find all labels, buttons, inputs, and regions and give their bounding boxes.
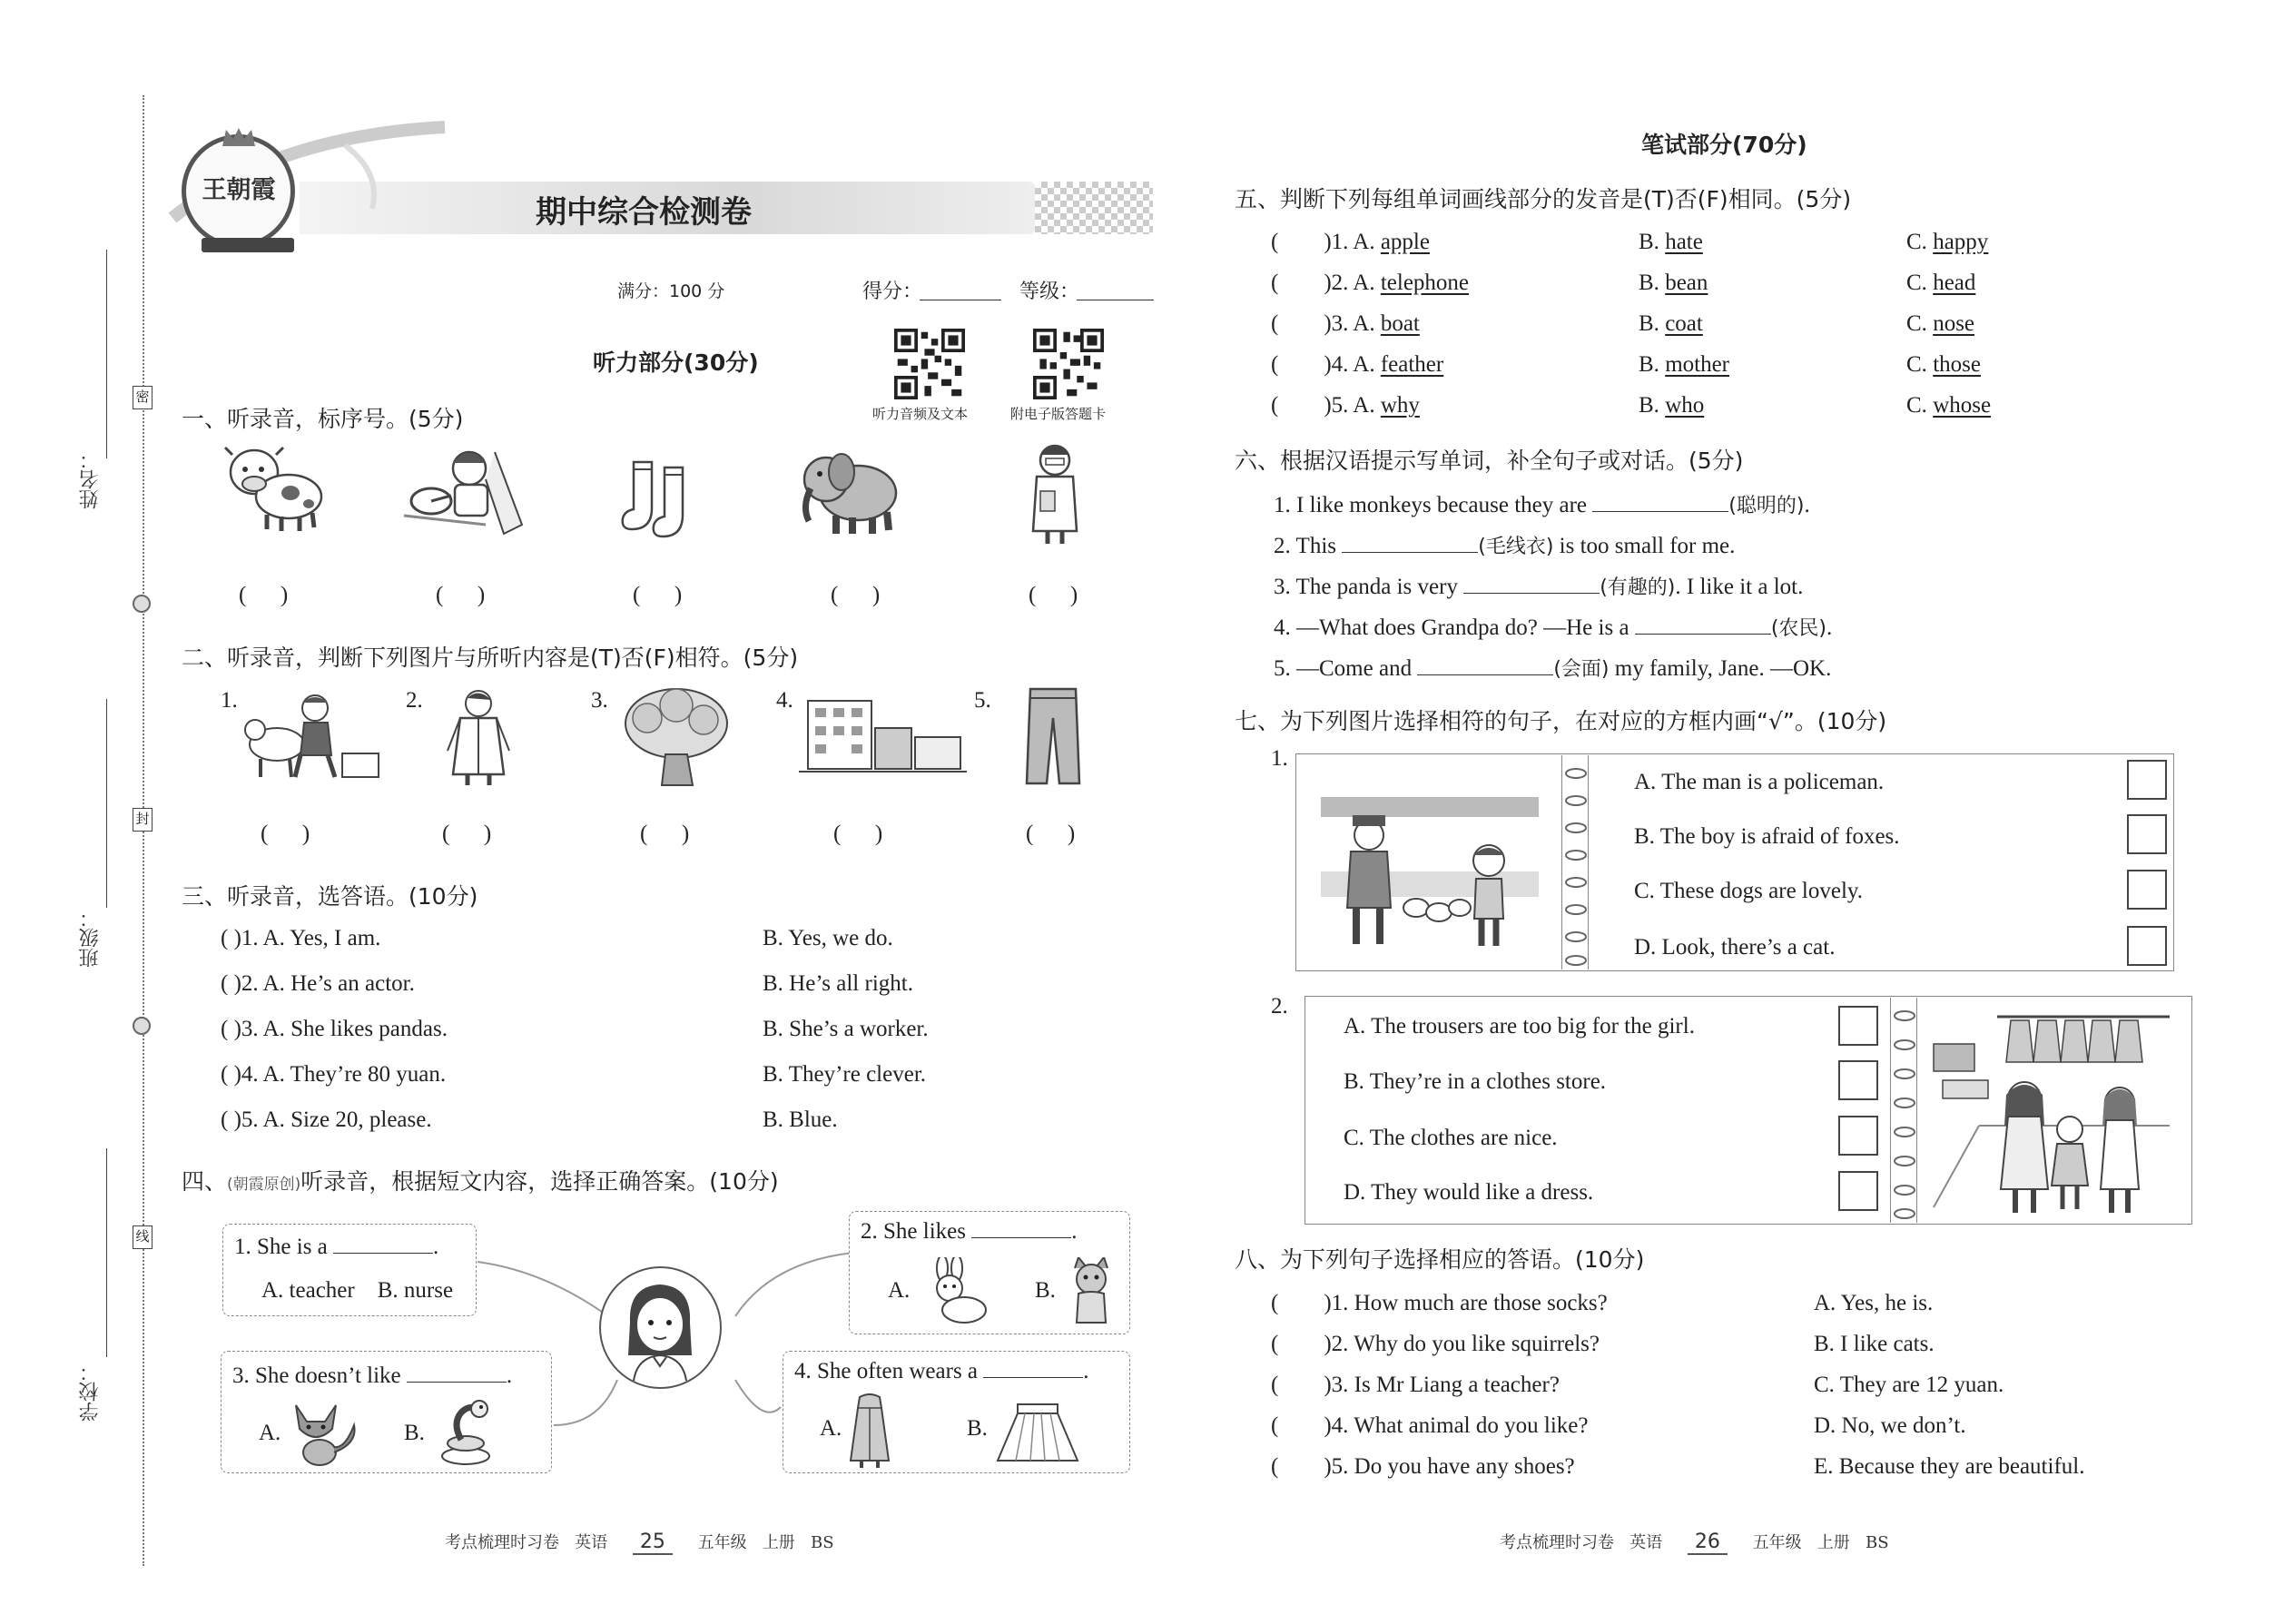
s4-q1-blank[interactable] (333, 1235, 433, 1254)
exam-title: 期中综合检测卷 (536, 194, 752, 231)
qr-caption-audio: 听力音频及文本 (872, 406, 969, 422)
section4-tag: (朝霞原创) (227, 1176, 301, 1194)
section4-title-rest: 听录音，根据短文内容，选择正确答案。(10分) (300, 1168, 779, 1195)
s5-row-4-c-word: those (1933, 352, 1981, 377)
s6-row-4 (1274, 613, 1832, 641)
full-score: 满分：100 分 (617, 281, 725, 301)
driver-icon (395, 443, 531, 538)
s5-row-2 (1271, 271, 1469, 296)
seal-box-3: 线 (133, 1225, 153, 1249)
s1-paren-2[interactable]: ( ) (436, 583, 486, 607)
listening-title: 听力部分(30分) (593, 349, 759, 376)
s8-a2: B. I like cats. (1814, 1332, 1935, 1356)
s6-row-5-blank[interactable] (1417, 657, 1553, 675)
binding-ornament-1 (133, 595, 151, 613)
s5-row-1-b (1639, 230, 1703, 255)
footer-right-subject: 英语 (1629, 1533, 1663, 1552)
s5-row-3-a: boat (1380, 311, 1420, 336)
s1-paren-4[interactable]: ( ) (831, 583, 881, 607)
s1-paren-1[interactable]: ( ) (239, 583, 289, 607)
section4-title (182, 1164, 779, 1196)
s3-q3: ( )3. A. She likes pandas. (221, 1017, 448, 1041)
s6-row-4-pre: 4. —What does Grandpa do? —He is a (1274, 615, 1629, 640)
s4-q2-text: 2. She likes (861, 1219, 966, 1244)
s6-row-4-post: . (1826, 615, 1833, 640)
s1-paren-5[interactable]: ( ) (1029, 583, 1078, 607)
s4-q1-period: . (433, 1235, 439, 1259)
footer-right-grade: 五年级 (1752, 1533, 1802, 1552)
s5-row-2-c-label: C. (1906, 271, 1927, 295)
s8-q2: ( )2. Why do you like squirrels? (1271, 1332, 1600, 1356)
s7-p1-checkbox-a[interactable] (2127, 760, 2167, 800)
school-underline (106, 1148, 107, 1357)
s6-row-5-hint: (会面) (1553, 658, 1610, 681)
s4-q4-blank[interactable] (983, 1360, 1083, 1378)
s5-row-4-c (1906, 352, 1981, 378)
s6-row-3-post: . I like it a lot. (1675, 575, 1804, 599)
s5-row-5-c-word: whose (1933, 393, 1992, 418)
section8-title: 八、为下列句子选择相应的答语。(10分) (1235, 1246, 1645, 1273)
s5-row-4-b (1639, 352, 1729, 378)
s7-p2-c: C. The clothes are nice. (1344, 1126, 1558, 1150)
section1-title: 一、听录音，标序号。(5分) (182, 406, 464, 432)
s5-row-1-num: ( )1. A. (1271, 230, 1375, 254)
binding-margin (0, 0, 163, 1624)
footer-left-subject: 英语 (575, 1533, 608, 1552)
s6-row-3-hint: (有趣的) (1600, 576, 1676, 599)
s3-b4: B. They’re clever. (763, 1062, 927, 1087)
s3-q2: ( )2. A. He’s an actor. (221, 971, 415, 996)
cat-icon (1064, 1257, 1118, 1328)
clothes-store-scene (1925, 1008, 2174, 1216)
s8-q5: ( )5. Do you have any shoes? (1271, 1454, 1575, 1479)
s5-row-3-b-label: B. (1639, 311, 1659, 336)
s8-q3: ( )3. Is Mr Liang a teacher? (1271, 1373, 1560, 1397)
name-label: 姓名： (79, 449, 102, 509)
footer-right-ed: BS (1865, 1533, 1889, 1552)
s2-num-3: 3. (591, 688, 608, 713)
class-underline (106, 699, 107, 908)
class-label: 班级： (79, 908, 102, 968)
footer-right-book: 考点梳理时习卷 (1500, 1533, 1614, 1552)
cow-icon (218, 440, 327, 536)
s2-num-1: 1. (221, 688, 238, 713)
s6-row-1-post: . (1804, 493, 1810, 517)
s5-row-2-b-label: B. (1639, 271, 1659, 295)
s4-q2-blank[interactable] (971, 1220, 1071, 1238)
qr-code-audio[interactable] (894, 329, 965, 399)
s4-q2-opt-a: A. (888, 1278, 911, 1303)
s5-row-2-b (1639, 271, 1708, 296)
s6-row-2-blank[interactable] (1342, 535, 1478, 553)
raincoat-icon (847, 1393, 892, 1468)
s8-a3: C. They are 12 yuan. (1814, 1373, 2004, 1397)
s4-q3-opt-b: B. (404, 1421, 425, 1445)
s8-q1: ( )1. How much are those socks? (1271, 1291, 1608, 1315)
s5-row-3-b (1639, 311, 1703, 337)
s4-q3-blank[interactable] (407, 1364, 507, 1383)
s6-row-2-pre: 2. This (1274, 534, 1336, 558)
s5-row-5-c (1906, 393, 1991, 418)
s5-row-5-b-word: who (1665, 393, 1705, 418)
s7-p1-a: A. The man is a policeman. (1634, 770, 1885, 794)
s7-spiral-2 (1890, 998, 1917, 1223)
s8-a4: D. No, we don’t. (1814, 1413, 1966, 1438)
s5-row-5-num: ( )5. A. (1271, 393, 1375, 418)
s5-row-1-b-label: B. (1639, 230, 1659, 254)
s5-row-1-c-label: C. (1906, 230, 1927, 254)
s7-num-1: 1. (1271, 746, 1288, 771)
s5-row-3-b-word: coat (1665, 311, 1703, 336)
footer-left (445, 1530, 834, 1555)
s2-num-2: 2. (406, 688, 423, 713)
rabbit-icon (917, 1257, 994, 1325)
s3-b2: B. He’s all right. (763, 971, 913, 996)
s2-paren-2[interactable]: ( ) (442, 822, 492, 846)
s5-row-5-b-label: B. (1639, 393, 1659, 418)
s6-row-1-pre: 1. I like monkeys because they are (1274, 493, 1588, 517)
tree-icon (620, 685, 733, 787)
s5-row-1 (1271, 230, 1430, 255)
s5-row-1-a: apple (1380, 230, 1430, 254)
s2-paren-1[interactable]: ( ) (261, 822, 310, 846)
s6-row-3-pre: 3. The panda is very (1274, 575, 1458, 599)
qr-caption-answer-card: 附电子版答题卡 (1010, 406, 1107, 422)
grade-label: 等级： (1019, 281, 1080, 303)
s5-row-2-a: telephone (1380, 271, 1470, 295)
footer-left-page: 25 (633, 1530, 673, 1555)
doctor-icon (1017, 440, 1094, 545)
name-underline (106, 250, 107, 458)
footer-left-grade: 五年级 (697, 1533, 747, 1552)
s5-row-5-b (1639, 393, 1704, 418)
s7-p2-d: D. They would like a dress. (1344, 1180, 1594, 1205)
s7-p1-checkbox-d[interactable] (2127, 926, 2167, 966)
s5-row-1-c-word: happy (1933, 230, 1989, 254)
binding-ornament-2 (133, 1017, 151, 1035)
s4-q4 (794, 1359, 1089, 1384)
s5-row-2-num: ( )2. A. (1271, 271, 1375, 295)
footer-left-book: 考点梳理时习卷 (445, 1533, 559, 1552)
s8-q4: ( )4. What animal do you like? (1271, 1413, 1589, 1438)
footer-right (1500, 1530, 1889, 1555)
s5-row-4-a: feather (1380, 352, 1444, 377)
s7-p2-a: A. The trousers are too big for the girl. (1344, 1014, 1695, 1038)
s5-row-1-b-word: hate (1665, 230, 1703, 254)
s6-row-2-post: is too small for me. (1559, 534, 1736, 558)
footer-left-ed: BS (810, 1533, 834, 1552)
logo-badge (182, 134, 295, 248)
s4-q2 (861, 1219, 1077, 1245)
s5-row-5 (1271, 393, 1420, 418)
footer-right-term: 上册 (1816, 1533, 1850, 1552)
s5-row-2-c-word: head (1933, 271, 1976, 295)
logo-text: 王朝霞 (202, 176, 276, 204)
s3-b1: B. Yes, we do. (763, 926, 893, 950)
s5-row-3-c-label: C. (1906, 311, 1927, 336)
s8-a5: E. Because they are beautiful. (1814, 1454, 2085, 1479)
s3-b5: B. Blue. (763, 1107, 838, 1132)
s5-row-3-c-word: nose (1933, 311, 1975, 336)
s6-row-3 (1274, 572, 1803, 600)
trousers-icon (1021, 685, 1085, 787)
s6-row-2-hint: (毛线衣) (1478, 536, 1554, 558)
s5-row-3-c (1906, 311, 1974, 337)
logo-ribbon (202, 238, 294, 252)
s4-q3-period: . (506, 1363, 513, 1388)
writing-title: 笔试部分(70分) (1641, 132, 1807, 158)
s7-p2-b: B. They’re in a clothes store. (1344, 1069, 1607, 1094)
s2-num-4: 4. (776, 688, 793, 713)
s5-row-1-c (1906, 230, 1988, 255)
s5-row-4-c-label: C. (1906, 352, 1927, 377)
s4-q3-opt-a: A. (259, 1421, 281, 1445)
s7-p1-checkbox-c[interactable] (2127, 870, 2167, 910)
s7-p2-checkbox-b[interactable] (1838, 1060, 1878, 1100)
s4-q1-text: 1. She is a (234, 1235, 328, 1259)
s8-a1: A. Yes, he is. (1814, 1291, 1934, 1315)
s4-q3 (232, 1363, 512, 1389)
s3-q5: ( )5. A. Size 20, please. (221, 1107, 432, 1132)
skirt-icon (994, 1403, 1080, 1464)
qr-code-answer-card[interactable] (1033, 329, 1104, 399)
snake-icon (434, 1396, 497, 1469)
section5-title: 五、判断下列每组单词画线部分的发音是(T)否(F)相同。(5分) (1235, 186, 1852, 212)
s2-paren-3[interactable]: ( ) (640, 822, 690, 846)
section4-prefix: 四、 (182, 1168, 228, 1195)
elephant-icon (794, 443, 908, 538)
school-icon (799, 692, 967, 782)
socks-icon (617, 458, 704, 540)
header-checker (1035, 182, 1153, 234)
s5-row-3-num: ( )3. A. (1271, 311, 1375, 336)
s7-p2-checkbox-a[interactable] (1838, 1006, 1878, 1046)
s6-row-5 (1274, 654, 1831, 682)
s7-p1-c: C. These dogs are lovely. (1634, 879, 1864, 903)
s6-row-5-pre: 5. —Come and (1274, 656, 1413, 681)
s4-q3-text: 3. She doesn’t like (232, 1363, 401, 1388)
policeman-scene (1307, 763, 1548, 958)
s3-b3: B. She’s a worker. (763, 1017, 929, 1041)
score-label: 得分： (862, 281, 923, 303)
section7-title: 七、为下列图片选择相符的句子，在对应的方框内画“√”。(10分) (1235, 708, 1887, 734)
s5-row-2-b-word: bean (1665, 271, 1708, 295)
s7-p1-checkbox-b[interactable] (2127, 814, 2167, 854)
s7-p1-d: D. Look, there’s a cat. (1634, 935, 1836, 960)
s6-row-1-blank[interactable] (1592, 494, 1728, 512)
s2-paren-4[interactable]: ( ) (833, 822, 883, 846)
s3-q1: ( )1. A. Yes, I am. (221, 926, 381, 950)
s5-row-4-num: ( )4. A. (1271, 352, 1375, 377)
section2-title: 二、听录音，判断下列图片与所听内容是(T)否(F)相符。(5分) (182, 645, 799, 671)
girl-portrait (599, 1266, 722, 1389)
s4-q4-opt-a: A. (820, 1416, 842, 1441)
s4-q4-opt-b: B. (967, 1416, 988, 1441)
s6-row-2 (1274, 531, 1735, 559)
seal-box-1: 密 (133, 386, 153, 409)
s7-p2-checkbox-d[interactable] (1838, 1171, 1878, 1211)
s5-row-5-a: why (1380, 393, 1420, 418)
coat-icon (440, 687, 517, 787)
s1-paren-3[interactable]: ( ) (633, 583, 683, 607)
s4-q4-period: . (1083, 1359, 1089, 1383)
footer-left-term: 上册 (762, 1533, 795, 1552)
fox-icon (289, 1398, 361, 1469)
s7-p2-checkbox-c[interactable] (1838, 1116, 1878, 1156)
s2-num-5: 5. (974, 688, 991, 713)
s6-row-4-blank[interactable] (1635, 616, 1771, 635)
s4-q4-text: 4. She often wears a (794, 1359, 979, 1383)
s6-row-3-blank[interactable] (1463, 576, 1600, 594)
s6-row-1-hint: (聪明的) (1728, 495, 1805, 517)
s4-q2-opt-b: B. (1035, 1278, 1056, 1303)
s7-spiral-1 (1561, 755, 1589, 969)
section6-title: 六、根据汉语提示写单词，补全句子或对话。(5分) (1235, 448, 1744, 474)
s2-paren-5[interactable]: ( ) (1026, 822, 1076, 846)
s5-row-4 (1271, 352, 1443, 378)
s4-q2-period: . (1071, 1219, 1078, 1244)
s4-q1-options: A. teacher B. nurse (261, 1278, 454, 1303)
school-label: 学校： (79, 1362, 102, 1422)
s5-row-3 (1271, 311, 1420, 337)
s6-row-4-hint: (农民) (1770, 617, 1826, 640)
vet-icon (241, 690, 386, 785)
s4-q1 (234, 1235, 438, 1260)
section3-title: 三、听录音，选答语。(10分) (182, 883, 478, 910)
s6-row-5-post: my family, Jane. —OK. (1614, 656, 1832, 681)
s7-p1-b: B. The boy is afraid of foxes. (1634, 824, 1900, 849)
seal-box-2: 封 (133, 808, 153, 832)
s6-row-1 (1274, 490, 1810, 518)
s5-row-4-b-label: B. (1639, 352, 1659, 377)
s7-num-2: 2. (1271, 994, 1288, 1019)
s5-row-2-c (1906, 271, 1975, 296)
s3-q4: ( )4. A. They’re 80 yuan. (221, 1062, 447, 1087)
s5-row-4-b-word: mother (1665, 352, 1730, 377)
footer-right-page: 26 (1688, 1530, 1728, 1555)
s5-row-5-c-label: C. (1906, 393, 1927, 418)
